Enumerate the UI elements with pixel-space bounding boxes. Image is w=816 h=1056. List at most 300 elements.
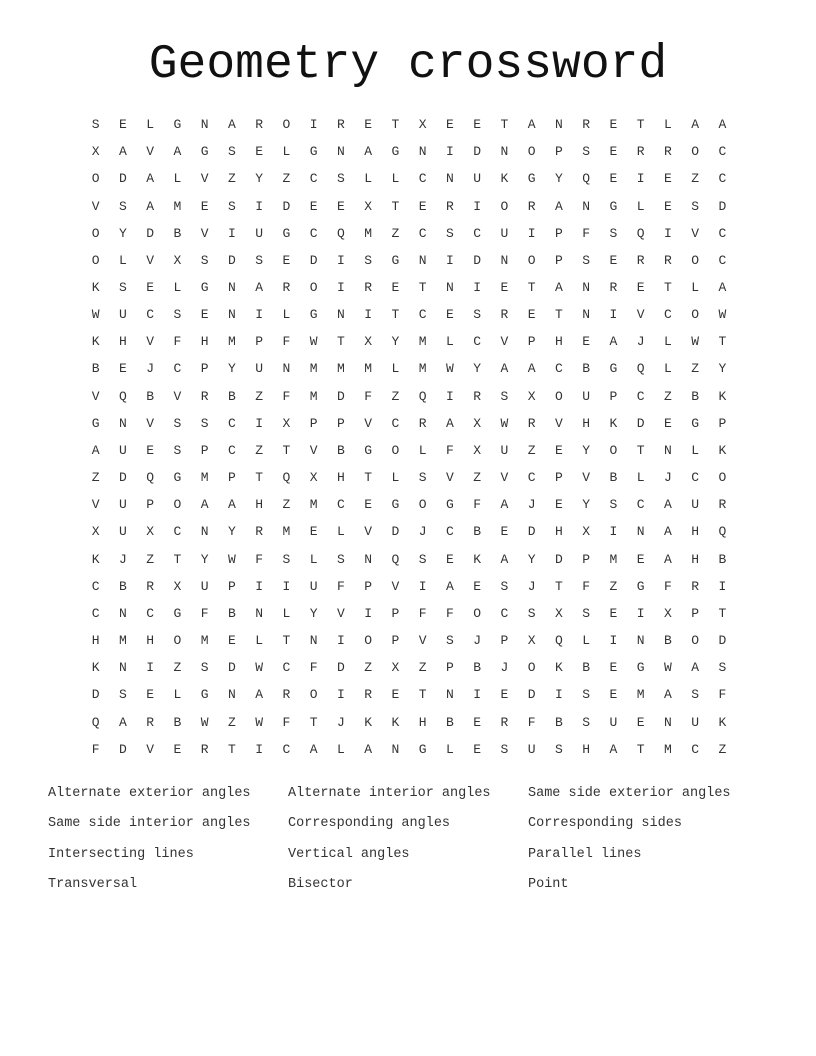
grid-letter: S <box>336 171 345 187</box>
grid-letter: O <box>364 633 373 649</box>
grid-letter: F <box>364 388 373 404</box>
grid-letter: Z <box>255 388 264 404</box>
grid-letter: V <box>146 144 155 160</box>
grid-letter: P <box>445 660 454 676</box>
grid-letter: H <box>691 524 700 540</box>
grid-letter: A <box>500 361 509 377</box>
grid-letter: E <box>118 117 127 133</box>
grid-letter: J <box>146 361 155 377</box>
grid-letter: V <box>500 470 509 486</box>
grid-letter: P <box>255 334 264 350</box>
grid-letter: D <box>118 741 127 757</box>
grid-letter: R <box>445 198 454 214</box>
grid-letter: I <box>636 605 645 621</box>
grid-letter: Z <box>227 171 236 187</box>
grid-letter: S <box>445 633 454 649</box>
grid-letter: G <box>609 361 618 377</box>
grid-letter: R <box>663 144 672 160</box>
grid-letter: C <box>309 171 318 187</box>
grid-letter: V <box>146 252 155 268</box>
grid-letter: F <box>473 497 482 513</box>
grid-letter: W <box>445 361 454 377</box>
grid-letter: V <box>173 388 182 404</box>
grid-letter: J <box>500 660 509 676</box>
grid-letter: H <box>554 334 563 350</box>
grid-letter: Z <box>418 660 427 676</box>
grid-letter: A <box>200 497 209 513</box>
grid-letter: C <box>691 470 700 486</box>
grid-letter: L <box>691 442 700 458</box>
grid-letter: W <box>200 714 209 730</box>
grid-letter: O <box>91 225 100 241</box>
grid-letter: T <box>391 307 400 323</box>
grid-letter: I <box>609 633 618 649</box>
grid-letter: S <box>609 225 618 241</box>
grid-letter: G <box>691 415 700 431</box>
grid-letter: F <box>282 334 291 350</box>
grid-letter: A <box>255 687 264 703</box>
grid-letter: T <box>418 280 427 296</box>
grid-letter: O <box>554 388 563 404</box>
word-list-item: Alternate interior angles <box>288 786 491 801</box>
grid-letter: P <box>500 633 509 649</box>
grid-letter: L <box>173 171 182 187</box>
grid-letter: F <box>200 605 209 621</box>
grid-letter: I <box>336 687 345 703</box>
grid-letter: U <box>118 442 127 458</box>
grid-letter: V <box>500 334 509 350</box>
grid-letter: X <box>364 198 373 214</box>
grid-letter: M <box>173 198 182 214</box>
grid-letter: L <box>282 144 291 160</box>
grid-letter: S <box>91 117 100 133</box>
grid-letter: O <box>309 687 318 703</box>
grid-letter: T <box>282 442 291 458</box>
grid-letter: T <box>554 578 563 594</box>
grid-letter: F <box>445 605 454 621</box>
grid-letter: J <box>636 334 645 350</box>
grid-letter: E <box>582 334 591 350</box>
grid-letter: T <box>718 334 727 350</box>
grid-letter: D <box>473 252 482 268</box>
grid-letter: G <box>173 605 182 621</box>
grid-letter: S <box>445 225 454 241</box>
grid-letter: V <box>336 605 345 621</box>
grid-letter: I <box>418 578 427 594</box>
grid-letter: R <box>527 198 536 214</box>
grid-letter: M <box>309 361 318 377</box>
grid-letter: S <box>554 741 563 757</box>
grid-letter: S <box>582 714 591 730</box>
grid-letter: T <box>173 551 182 567</box>
word-list-item: Same side exterior angles <box>528 786 731 801</box>
grid-letter: O <box>691 307 700 323</box>
grid-letter: E <box>146 280 155 296</box>
grid-letter: J <box>473 633 482 649</box>
grid-letter: G <box>445 497 454 513</box>
grid-letter: Z <box>691 171 700 187</box>
grid-letter: R <box>500 307 509 323</box>
grid-letter: E <box>473 741 482 757</box>
grid-letter: N <box>391 741 400 757</box>
grid-letter: K <box>473 551 482 567</box>
grid-letter: D <box>336 388 345 404</box>
grid-letter: U <box>200 578 209 594</box>
grid-letter: S <box>418 551 427 567</box>
grid-letter: N <box>200 524 209 540</box>
grid-letter: O <box>91 252 100 268</box>
grid-letter: O <box>691 252 700 268</box>
grid-letter: E <box>146 687 155 703</box>
grid-letter: E <box>527 307 536 323</box>
grid-letter: X <box>173 578 182 594</box>
grid-letter: T <box>227 741 236 757</box>
grid-letter: R <box>636 144 645 160</box>
grid-letter: E <box>309 524 318 540</box>
grid-letter: C <box>391 415 400 431</box>
grid-row <box>82 518 738 545</box>
grid-letter: C <box>309 225 318 241</box>
grid-letter: Z <box>91 470 100 486</box>
grid-letter: I <box>609 524 618 540</box>
letter-grid <box>82 111 738 763</box>
grid-letter: E <box>364 117 373 133</box>
grid-letter: S <box>173 442 182 458</box>
grid-letter: D <box>227 660 236 676</box>
grid-letter: B <box>609 470 618 486</box>
grid-letter: W <box>255 660 264 676</box>
grid-letter: D <box>146 225 155 241</box>
grid-letter: A <box>500 551 509 567</box>
grid-letter: E <box>609 252 618 268</box>
grid-letter: S <box>200 660 209 676</box>
grid-letter: R <box>146 578 155 594</box>
grid-letter: H <box>691 551 700 567</box>
grid-letter: X <box>473 415 482 431</box>
grid-letter: Z <box>255 442 264 458</box>
grid-letter: T <box>391 117 400 133</box>
grid-letter: O <box>309 280 318 296</box>
grid-letter: L <box>636 198 645 214</box>
grid-letter: D <box>636 415 645 431</box>
grid-letter: Y <box>554 171 563 187</box>
grid-letter: M <box>636 687 645 703</box>
grid-letter: P <box>227 578 236 594</box>
grid-letter: E <box>391 280 400 296</box>
grid-row <box>82 600 738 627</box>
grid-letter: N <box>200 117 209 133</box>
grid-letter: T <box>418 687 427 703</box>
grid-letter: T <box>636 741 645 757</box>
grid-letter: S <box>282 551 291 567</box>
grid-letter: I <box>336 633 345 649</box>
grid-letter: Q <box>636 225 645 241</box>
grid-letter: N <box>118 660 127 676</box>
grid-letter: L <box>336 524 345 540</box>
grid-letter: I <box>255 307 264 323</box>
grid-letter: E <box>609 171 618 187</box>
grid-letter: M <box>227 334 236 350</box>
grid-letter: T <box>636 442 645 458</box>
grid-letter: A <box>691 117 700 133</box>
grid-letter: H <box>336 470 345 486</box>
grid-letter: Y <box>227 524 236 540</box>
grid-letter: U <box>527 741 536 757</box>
grid-letter: P <box>146 497 155 513</box>
grid-letter: F <box>582 578 591 594</box>
grid-letter: W <box>227 551 236 567</box>
grid-letter: V <box>445 470 454 486</box>
grid-letter: D <box>336 660 345 676</box>
grid-letter: U <box>691 497 700 513</box>
grid-letter: C <box>718 171 727 187</box>
grid-letter: R <box>473 388 482 404</box>
grid-letter: V <box>146 415 155 431</box>
grid-letter: I <box>473 687 482 703</box>
grid-letter: D <box>718 198 727 214</box>
grid-letter: E <box>118 361 127 377</box>
grid-letter: X <box>473 442 482 458</box>
grid-letter: D <box>391 524 400 540</box>
grid-letter: U <box>118 497 127 513</box>
grid-letter: I <box>445 388 454 404</box>
grid-letter: V <box>91 388 100 404</box>
grid-letter: K <box>718 714 727 730</box>
grid-letter: A <box>609 334 618 350</box>
grid-letter: P <box>527 334 536 350</box>
grid-letter: L <box>309 551 318 567</box>
grid-letter: A <box>146 171 155 187</box>
grid-letter: S <box>418 470 427 486</box>
grid-letter: X <box>91 524 100 540</box>
grid-letter: G <box>282 225 291 241</box>
grid-letter: L <box>445 334 454 350</box>
grid-letter: U <box>473 171 482 187</box>
grid-letter: E <box>445 551 454 567</box>
grid-letter: P <box>609 388 618 404</box>
grid-letter: O <box>500 198 509 214</box>
grid-letter: E <box>636 280 645 296</box>
grid-letter: X <box>582 524 591 540</box>
grid-letter: X <box>173 252 182 268</box>
grid-letter: A <box>718 280 727 296</box>
grid-letter: S <box>582 687 591 703</box>
grid-letter: O <box>91 171 100 187</box>
grid-letter: I <box>473 280 482 296</box>
grid-letter: S <box>500 741 509 757</box>
grid-letter: E <box>609 687 618 703</box>
grid-letter: E <box>663 171 672 187</box>
grid-letter: R <box>609 280 618 296</box>
grid-letter: F <box>309 660 318 676</box>
grid-letter: Q <box>418 388 427 404</box>
grid-letter: C <box>636 497 645 513</box>
grid-letter: E <box>445 117 454 133</box>
grid-letter: A <box>554 198 563 214</box>
grid-letter: A <box>445 415 454 431</box>
grid-letter: N <box>227 687 236 703</box>
grid-letter: S <box>336 551 345 567</box>
grid-letter: N <box>364 551 373 567</box>
grid-letter: I <box>282 578 291 594</box>
grid-letter: V <box>146 334 155 350</box>
grid-letter: O <box>173 497 182 513</box>
grid-letter: L <box>582 633 591 649</box>
grid-letter: A <box>663 524 672 540</box>
grid-letter: X <box>554 605 563 621</box>
grid-letter: L <box>663 361 672 377</box>
grid-letter: S <box>118 198 127 214</box>
grid-letter: F <box>718 687 727 703</box>
grid-letter: S <box>173 307 182 323</box>
grid-letter: N <box>636 633 645 649</box>
grid-letter: I <box>445 144 454 160</box>
grid-letter: O <box>691 144 700 160</box>
grid-letter: T <box>309 714 318 730</box>
grid-letter: A <box>364 741 373 757</box>
grid-letter: Y <box>200 551 209 567</box>
grid-letter: D <box>118 171 127 187</box>
grid-letter: Z <box>527 442 536 458</box>
grid-letter: Q <box>146 470 155 486</box>
grid-row <box>82 274 738 301</box>
grid-letter: H <box>91 633 100 649</box>
grid-letter: E <box>146 442 155 458</box>
word-list-item: Corresponding sides <box>528 816 682 832</box>
grid-letter: G <box>391 144 400 160</box>
grid-letter: E <box>473 578 482 594</box>
grid-letter: S <box>118 280 127 296</box>
grid-letter: U <box>309 578 318 594</box>
grid-row <box>82 328 738 355</box>
grid-letter: M <box>309 497 318 513</box>
grid-letter: S <box>582 605 591 621</box>
grid-row <box>82 192 738 219</box>
grid-letter: I <box>364 307 373 323</box>
grid-row <box>82 464 738 491</box>
grid-letter: G <box>200 144 209 160</box>
grid-letter: V <box>582 470 591 486</box>
grid-letter: P <box>336 415 345 431</box>
grid-letter: Y <box>118 225 127 241</box>
grid-row <box>82 165 738 192</box>
grid-letter: E <box>554 442 563 458</box>
grid-row <box>82 627 738 654</box>
grid-letter: K <box>91 280 100 296</box>
grid-letter: R <box>718 497 727 513</box>
grid-letter: B <box>718 551 727 567</box>
grid-letter: S <box>364 252 373 268</box>
grid-letter: A <box>227 117 236 133</box>
grid-letter: G <box>309 144 318 160</box>
grid-letter: D <box>227 252 236 268</box>
grid-letter: P <box>554 225 563 241</box>
grid-letter: C <box>473 225 482 241</box>
grid-letter: V <box>691 225 700 241</box>
grid-letter: N <box>500 252 509 268</box>
grid-letter: F <box>445 442 454 458</box>
grid-letter: L <box>364 171 373 187</box>
grid-letter: G <box>636 578 645 594</box>
grid-letter: X <box>391 660 400 676</box>
grid-row <box>82 355 738 382</box>
grid-letter: R <box>200 741 209 757</box>
grid-letter: B <box>554 714 563 730</box>
grid-letter: S <box>200 415 209 431</box>
grid-letter: M <box>418 334 427 350</box>
grid-letter: I <box>663 225 672 241</box>
grid-row <box>82 573 738 600</box>
grid-letter: R <box>255 524 264 540</box>
grid-letter: S <box>582 252 591 268</box>
word-list-item: Parallel lines <box>528 846 642 862</box>
grid-letter: G <box>391 252 400 268</box>
grid-letter: F <box>663 578 672 594</box>
grid-letter: I <box>473 198 482 214</box>
grid-letter: Z <box>718 741 727 757</box>
grid-letter: I <box>309 117 318 133</box>
grid-letter: T <box>336 334 345 350</box>
grid-letter: N <box>255 605 264 621</box>
grid-letter: R <box>582 117 591 133</box>
grid-letter: R <box>364 687 373 703</box>
grid-letter: Y <box>391 334 400 350</box>
grid-letter: C <box>691 741 700 757</box>
grid-letter: Q <box>582 171 591 187</box>
grid-letter: Q <box>282 470 291 486</box>
grid-letter: C <box>718 225 727 241</box>
grid-letter: C <box>282 660 291 676</box>
grid-letter: N <box>227 280 236 296</box>
grid-letter: U <box>691 714 700 730</box>
grid-letter: V <box>391 578 400 594</box>
grid-letter: E <box>309 198 318 214</box>
grid-letter: B <box>582 660 591 676</box>
grid-letter: B <box>691 388 700 404</box>
grid-letter: A <box>527 117 536 133</box>
grid-letter: I <box>609 307 618 323</box>
grid-letter: L <box>173 280 182 296</box>
grid-letter: H <box>255 497 264 513</box>
grid-letter: T <box>636 117 645 133</box>
grid-letter: E <box>554 497 563 513</box>
grid-letter: I <box>255 415 264 431</box>
grid-letter: N <box>336 307 345 323</box>
grid-letter: G <box>200 280 209 296</box>
grid-letter: F <box>336 578 345 594</box>
grid-letter: F <box>418 605 427 621</box>
grid-letter: T <box>282 633 291 649</box>
grid-letter: A <box>118 144 127 160</box>
grid-letter: E <box>609 144 618 160</box>
grid-letter: L <box>636 470 645 486</box>
grid-letter: C <box>146 605 155 621</box>
grid-letter: N <box>309 633 318 649</box>
grid-letter: K <box>609 415 618 431</box>
grid-letter: E <box>336 198 345 214</box>
grid-letter: L <box>663 117 672 133</box>
grid-letter: I <box>227 225 236 241</box>
grid-letter: W <box>255 714 264 730</box>
grid-letter: X <box>146 524 155 540</box>
grid-letter: U <box>255 361 264 377</box>
grid-letter: A <box>255 280 264 296</box>
grid-letter: Z <box>391 225 400 241</box>
grid-letter: T <box>718 605 727 621</box>
grid-letter: V <box>91 497 100 513</box>
grid-letter: P <box>691 605 700 621</box>
grid-letter: R <box>691 578 700 594</box>
